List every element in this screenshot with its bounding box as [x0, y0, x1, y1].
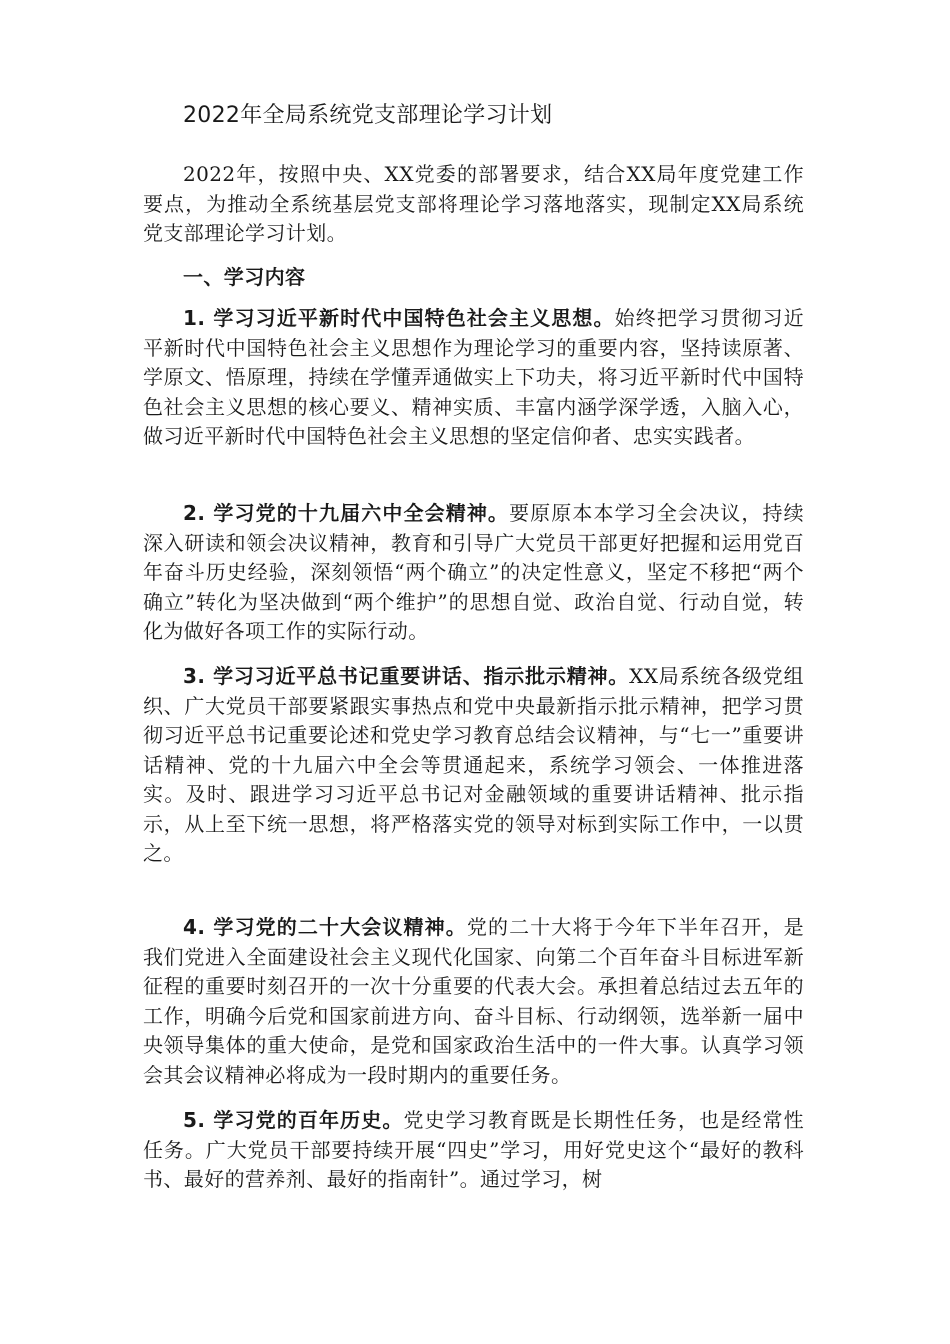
- item-text: 党的二十大将于今年下半年召开，是我们党进入全面建设社会主义现代化国家、向第二个百年奋斗目标进军新征程的重要时刻召开的一次十分重要的代表大会。承担着总结过去五年的工作，明确今后党和国家前进方向、奋斗目标、行动纲领，选举新一届中央领导集体的重大使命，是党和国家政治生活中的一件大事。认真学习领会其会议精神必将成为一段时期内的重要任务。: [143, 915, 805, 1087]
- item-text: 始终把学习贯彻习近平新时代中国特色社会主义思想作为理论学习的重要内容，坚持读原著、学原文、悟原理，持续在学懂弄通做实上下功夫，将习近平新时代中国特色社会主义思想的核心要义、精神实质、丰富内涵学深学透，入脑入心，做习近平新时代中国特色社会主义思想的坚定信仰者、忠实实践者。: [143, 306, 804, 448]
- item-text: XX局系统各级党组织、广大党员干部要紧跟实事热点和党中央最新指示批示精神，把学习贯彻习近平总书记重要论述和党史学习教育总结会议精神，与“七一”重要讲话精神、党的十九届六中全会等贯通起来，系统学习领会、一体推进落实。及时、跟进学习习近平总书记对金融领域的重要讲话精神、批示指示，从上至下统一思想，将严格落实党的领导对标到实际工作中，一以贯之。: [143, 664, 804, 865]
- item-lead: 2. 学习党的十九届六中全会精神。: [183, 501, 510, 525]
- item-text: 要原原本本学习全会决议，持续深入研读和领会决议精神，教育和引导广大党员干部更好把握和运用党百年奋斗历史经验，深刻领悟“两个确立”的决定性意义，坚定不移把“两个确立”转化为坚决做到“两个维护”的思想自觉、政治自觉、行动自觉，转化为做好各项工作的实际行动。: [143, 501, 804, 643]
- item-lead: 3. 学习习近平总书记重要讲话、指示批示精神。: [183, 664, 630, 688]
- document-title: 2022年全局系统党支部理论学习计划: [183, 103, 553, 128]
- intro-paragraph: 2022年，按照中央、XX党委的部署要求，结合XX局年度党建工作要点，为推动全系统基层党支部将理论学习落地落实，现制定XX局系统党支部理论学习计划。: [143, 162, 804, 245]
- content-item-3: [143, 662, 804, 869]
- item-text: 党史学习教育既是长期性任务，也是经常性任务。广大党员干部要持续开展“四史”学习，用好党史这个“最好的教科书、最好的营养剂、最好的指南针”。通过学习，树: [143, 1108, 804, 1191]
- item-lead: 4. 学习党的二十大会议精神。: [183, 915, 467, 939]
- content-item-5: [143, 1106, 804, 1195]
- section-heading: 一、学习内容: [183, 265, 306, 289]
- content-item-4: [143, 913, 804, 1090]
- content-item-2: [143, 499, 804, 647]
- item-lead: 5. 学习党的百年历史。: [183, 1108, 404, 1132]
- item-lead: 1. 学习习近平新时代中国特色社会主义思想。: [183, 306, 615, 330]
- content-item-1: [143, 304, 804, 452]
